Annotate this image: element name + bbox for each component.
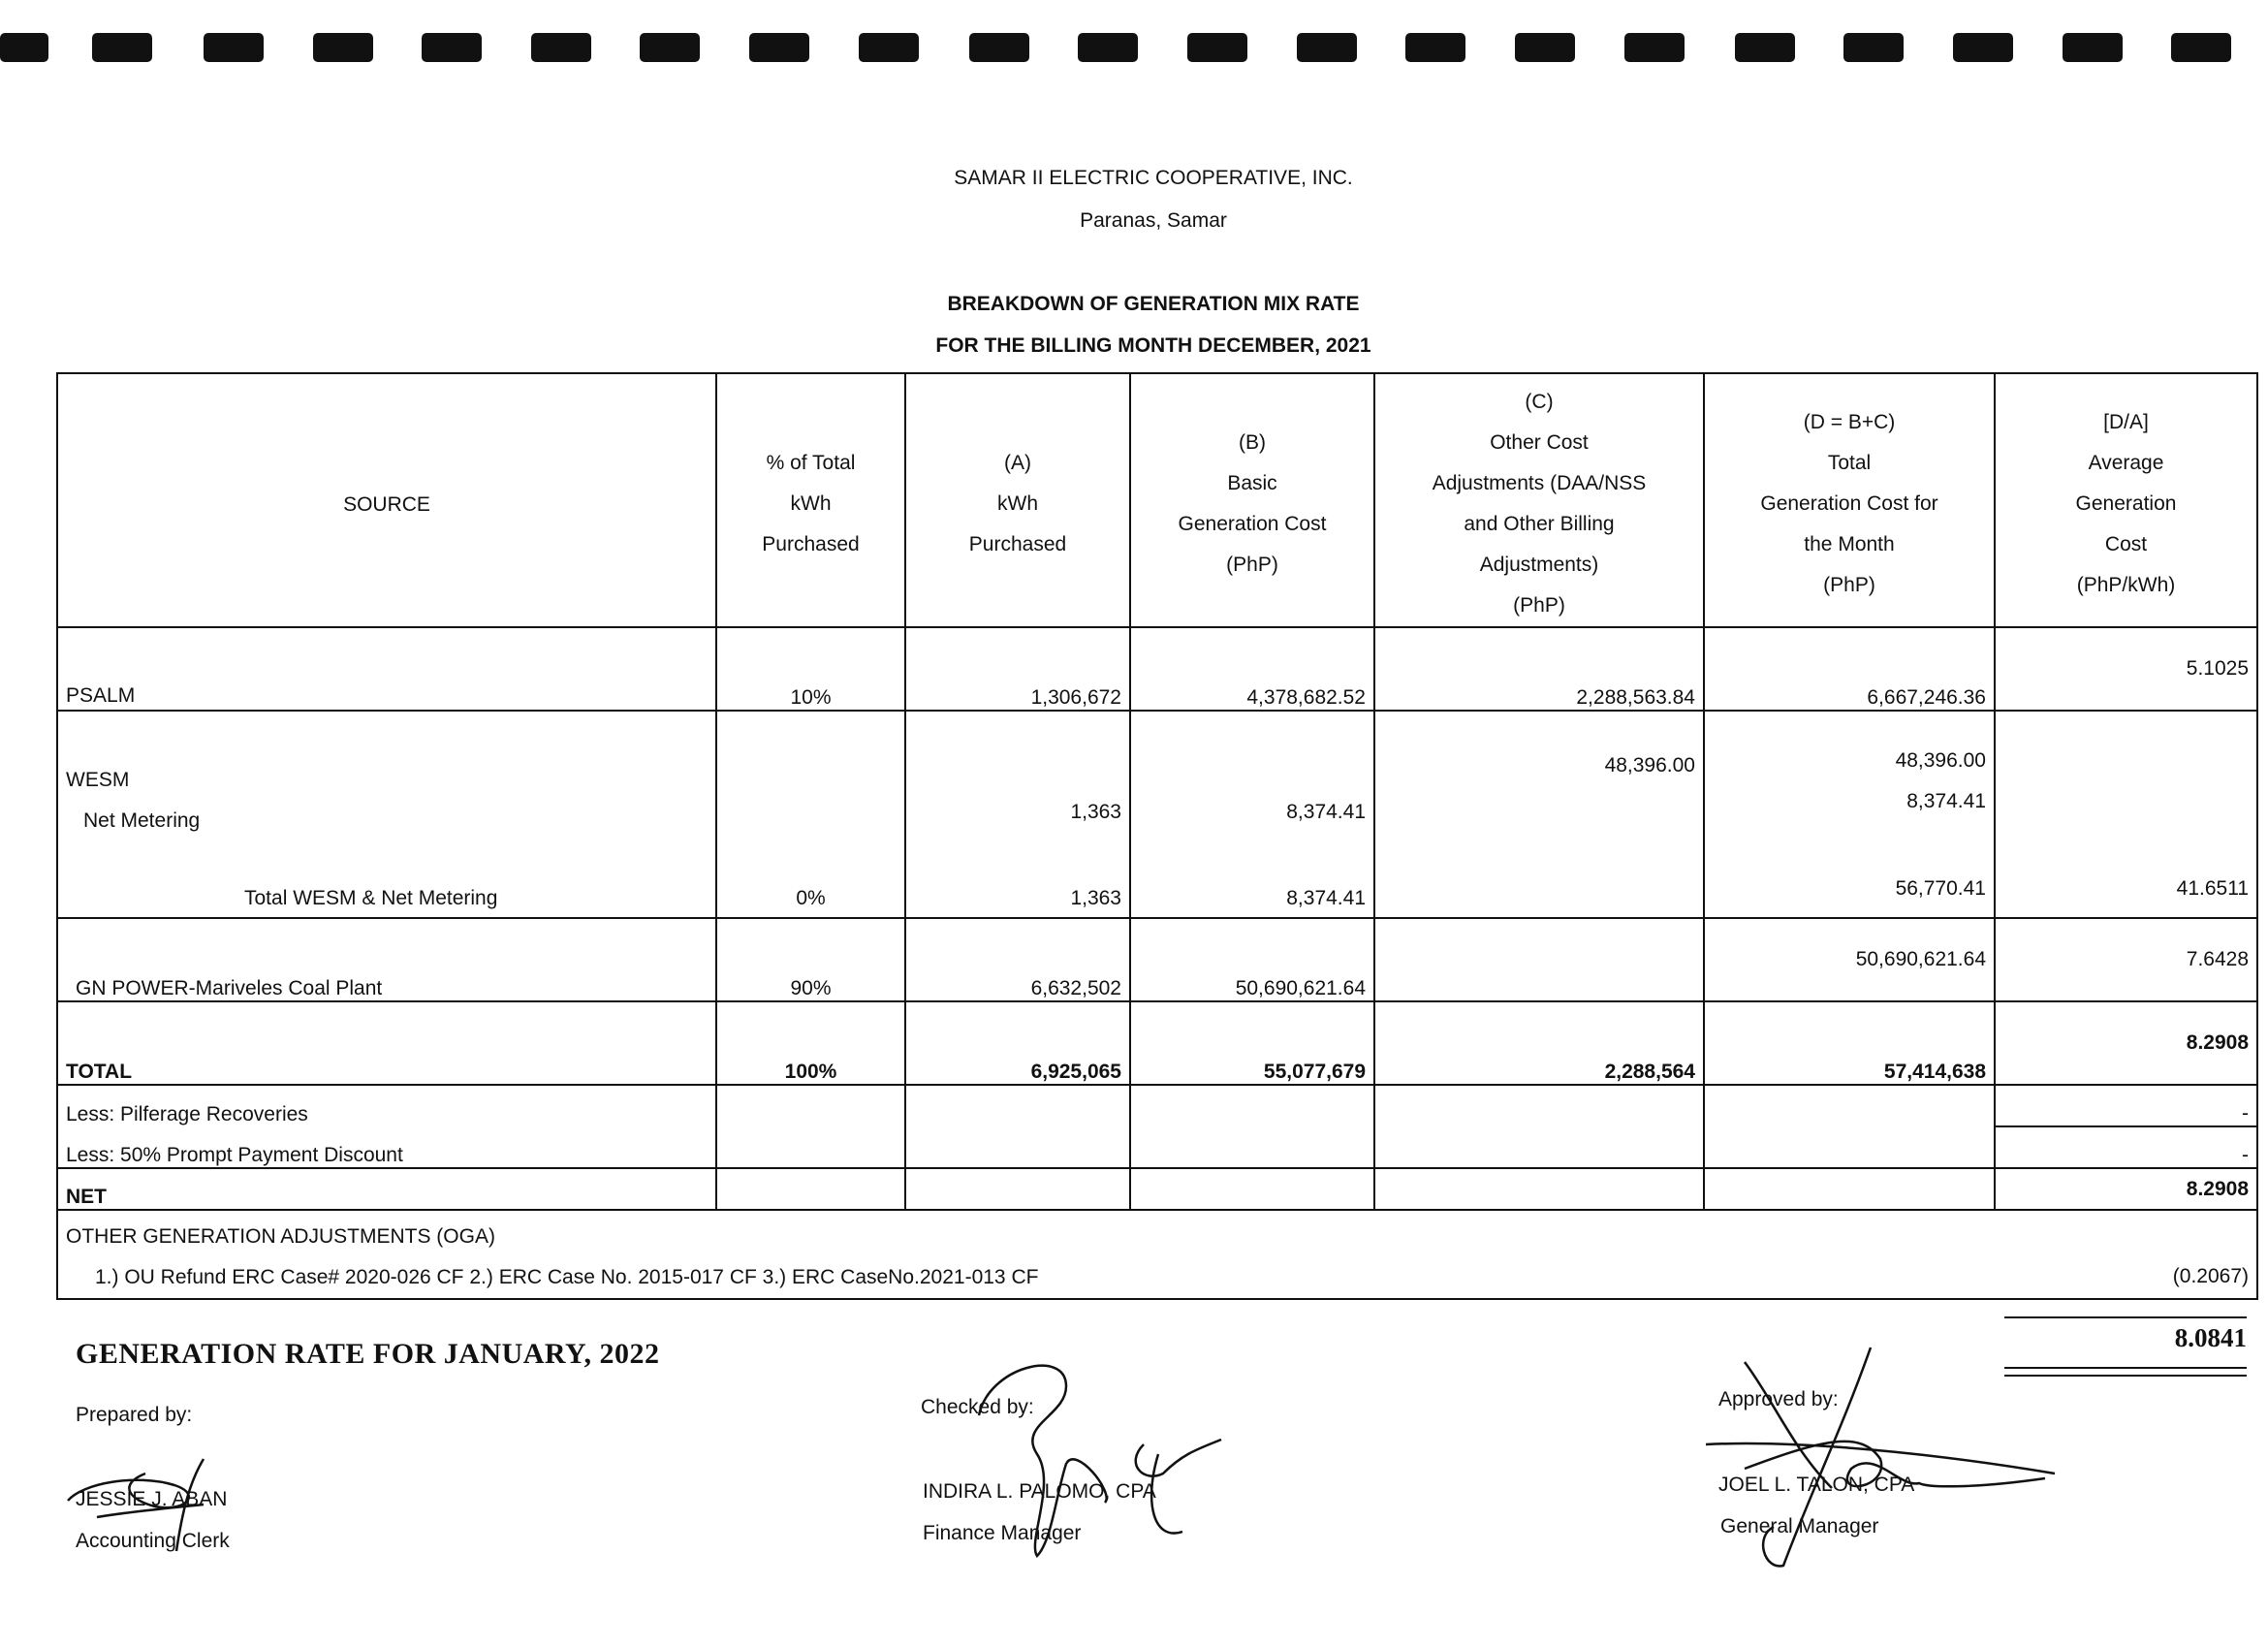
prepared-name: JESSIE J. ABAN <box>76 1488 228 1510</box>
binder-hole <box>640 33 700 62</box>
cell-other: 2,288,563.84 <box>1374 627 1704 711</box>
binder-hole <box>1624 33 1685 62</box>
cell-avg: - <box>1995 1085 2257 1126</box>
generation-rate-value: 8.0841 <box>2174 1323 2247 1352</box>
cell-basic: 4,378,682.52 <box>1130 627 1374 711</box>
wesm-other: 48,396.00 <box>1604 754 1695 776</box>
prepared-title: Accounting Clerk <box>76 1530 230 1552</box>
approved-name: JOEL L. TALON, CPA <box>1718 1474 1915 1496</box>
signature-checked <box>960 1347 1231 1570</box>
oga-detail: 1.) OU Refund ERC Case# 2020-026 CF 2.) ERC Case No. 2015-017 CF 3.) ERC CaseNo.2021-013 CF <box>95 1266 1039 1288</box>
binder-hole <box>531 33 591 62</box>
cell-source: Less: Pilferage Recoveries <box>57 1085 716 1126</box>
binder-hole <box>1953 33 2013 62</box>
checked-name: INDIRA L. PALOMO, CPA <box>923 1480 1156 1503</box>
cell-basic: 50,690,621.64 <box>1130 918 1374 1001</box>
cell-other <box>1374 711 1704 918</box>
binder-hole <box>969 33 1029 62</box>
binder-hole <box>1078 33 1138 62</box>
net-metering-total: 8,374.41 <box>1906 790 1986 812</box>
report-subtitle: FOR THE BILLING MONTH DECEMBER, 2021 <box>935 334 1371 357</box>
binder-hole <box>2171 33 2231 62</box>
cell-source: TOTAL <box>57 1001 716 1085</box>
cell-source <box>57 711 716 918</box>
binder-hole <box>1515 33 1575 62</box>
table-row-net <box>57 1168 2257 1210</box>
cell-basic <box>1130 711 1374 918</box>
cell-pct: 0% <box>716 711 905 918</box>
wesm-total: 48,396.00 <box>1895 749 1986 772</box>
net-metering-kwh: 1,363 <box>1070 801 1121 823</box>
col-header-pct: % of Total kWh Purchased <box>716 373 905 627</box>
cell-pct: 10% <box>716 627 905 711</box>
col-header-source: SOURCE <box>57 373 716 627</box>
signature-prepared <box>58 1444 242 1561</box>
cell-total: 50,690,621.64 <box>1704 918 1995 1001</box>
total-wesm-total: 56,770.41 <box>1895 877 1986 900</box>
binder-hole <box>1405 33 1465 62</box>
total-wesm-basic: 8,374.41 <box>1286 887 1366 909</box>
table-row-wesm <box>57 711 2257 918</box>
col-header-kwh: (A) kWh Purchased <box>905 373 1130 627</box>
table-row-oga <box>57 1210 2257 1299</box>
binder-hole <box>313 33 373 62</box>
company-address: Paranas, Samar <box>1080 209 1227 232</box>
cell-pct: 100% <box>716 1001 905 1085</box>
cell-avg: 7.6428 <box>1995 918 2257 1001</box>
col-header-basic: (B) Basic Generation Cost (PhP) <box>1130 373 1374 627</box>
table-row-gn-power <box>57 918 2257 1001</box>
generation-rate-label: GENERATION RATE FOR JANUARY, 2022 <box>76 1338 660 1370</box>
cell-kwh: 1,306,672 <box>905 627 1130 711</box>
table-row-total <box>57 1001 2257 1085</box>
net-metering-label: Net Metering <box>83 809 201 832</box>
wesm-label: WESM <box>66 769 130 791</box>
cell-avg: - <box>1995 1126 2257 1168</box>
col-header-other: (C) Other Cost Adjustments (DAA/NSS and Other Billing Adjustments) (PhP) <box>1374 373 1704 627</box>
checked-title: Finance Manager <box>923 1522 1082 1544</box>
cell-kwh: 6,925,065 <box>905 1001 1130 1085</box>
cell-other: 2,288,564 <box>1374 1001 1704 1085</box>
binder-hole <box>749 33 809 62</box>
rate-top-rule <box>2004 1316 2247 1318</box>
checked-by-label: Checked by: <box>921 1396 1034 1418</box>
binder-hole <box>204 33 264 62</box>
prepared-by-label: Prepared by: <box>76 1404 193 1426</box>
binder-hole <box>0 33 48 62</box>
cell-source: Less: 50% Prompt Payment Discount <box>57 1126 716 1168</box>
col-header-total: (D = B+C) Total Generation Cost for the Month (PhP) <box>1704 373 1995 627</box>
cell-pct: 90% <box>716 918 905 1001</box>
cell-kwh <box>905 711 1130 918</box>
generation-mix-table <box>56 372 2258 1300</box>
company-name: SAMAR II ELECTRIC COOPERATIVE, INC. <box>954 167 1353 189</box>
approved-by-label: Approved by: <box>1718 1388 1839 1410</box>
cell-avg: 8.2908 <box>1995 1168 2257 1210</box>
cell-basic: 55,077,679 <box>1130 1001 1374 1085</box>
binder-hole <box>1843 33 1904 62</box>
oga-label: OTHER GENERATION ADJUSTMENTS (OGA) <box>66 1225 495 1248</box>
binder-hole <box>2063 33 2123 62</box>
binder-hole <box>1735 33 1795 62</box>
cell-source: NET <box>57 1168 716 1210</box>
total-wesm-label: Total WESM & Net Metering <box>244 887 498 909</box>
total-wesm-kwh: 1,363 <box>1070 887 1121 909</box>
cell-other <box>1374 918 1704 1001</box>
table-row-prompt-payment <box>57 1126 2257 1168</box>
binder-hole <box>1187 33 1247 62</box>
table-header-row <box>57 373 2257 627</box>
net-metering-basic: 8,374.41 <box>1286 801 1366 823</box>
binder-holes <box>0 33 2268 66</box>
signature-approved <box>1686 1343 2064 1575</box>
cell-total <box>1704 711 1995 918</box>
binder-hole <box>859 33 919 62</box>
binder-hole <box>422 33 482 62</box>
cell-avg: 41.6511 <box>1995 711 2257 918</box>
cell-total: 57,414,638 <box>1704 1001 1995 1085</box>
report-title: BREAKDOWN OF GENERATION MIX RATE <box>947 293 1360 315</box>
cell-avg: (0.2067) <box>1995 1210 2257 1299</box>
table-row-psalm <box>57 627 2257 711</box>
col-header-avg: [D/A] Average Generation Cost (PhP/kWh) <box>1995 373 2257 627</box>
binder-hole <box>92 33 152 62</box>
table-row-pilferage <box>57 1085 2257 1126</box>
cell-kwh: 6,632,502 <box>905 918 1130 1001</box>
cell-oga <box>57 1210 1995 1299</box>
cell-total: 6,667,246.36 <box>1704 627 1995 711</box>
approved-title: General Manager <box>1720 1515 1879 1537</box>
cell-source: PSALM <box>57 627 716 711</box>
cell-avg: 5.1025 <box>1995 627 2257 711</box>
cell-avg: 8.2908 <box>1995 1001 2257 1085</box>
cell-source: GN POWER-Mariveles Coal Plant <box>57 918 716 1001</box>
binder-hole <box>1297 33 1357 62</box>
